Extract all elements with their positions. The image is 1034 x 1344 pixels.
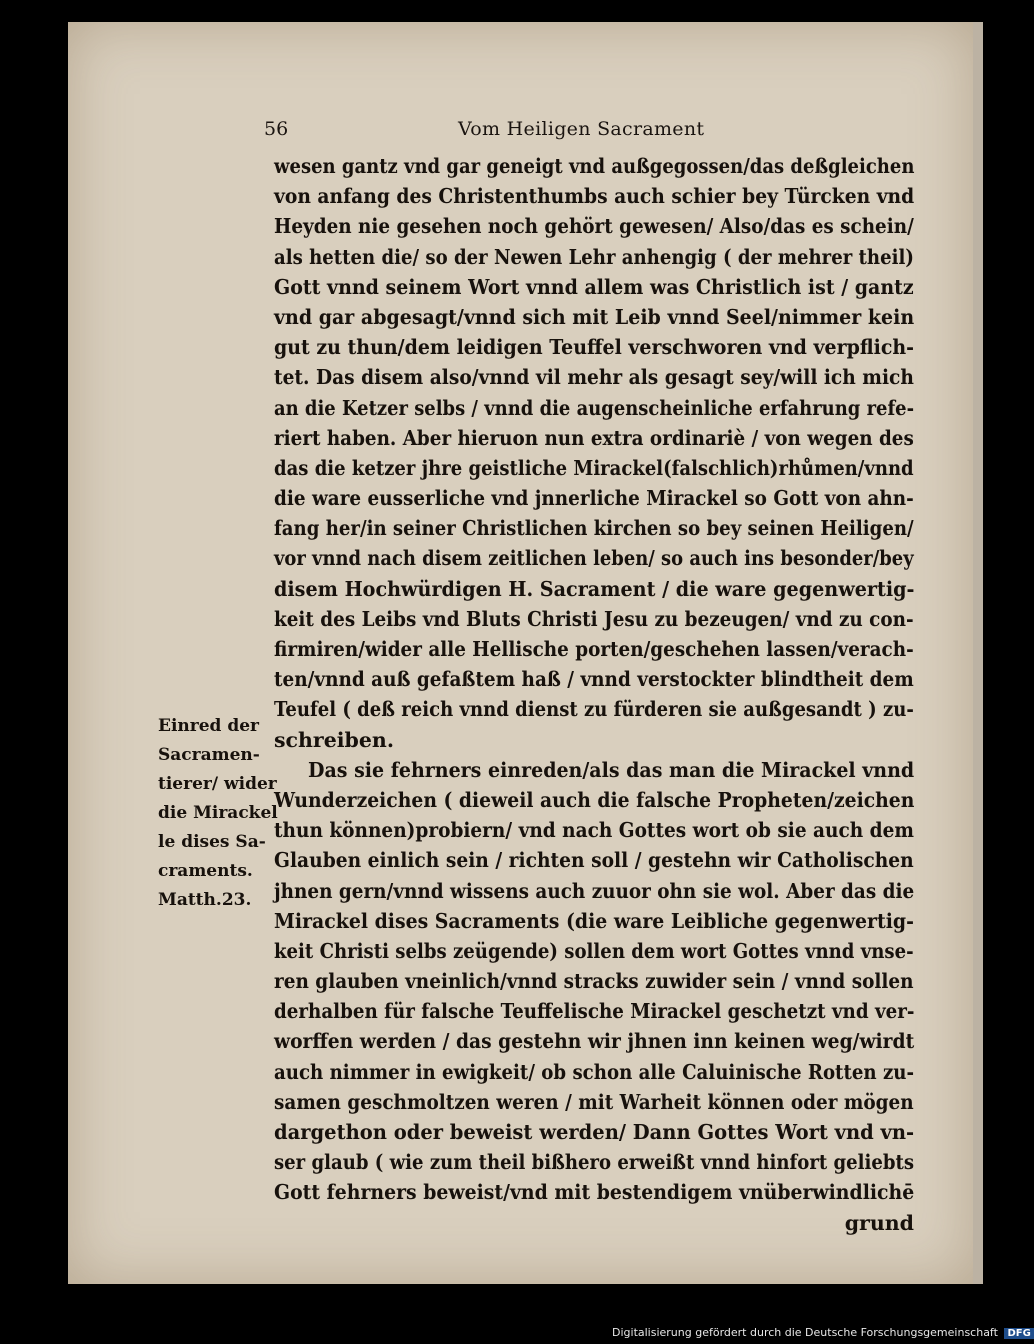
- text-line: Gott fehrners beweist/vnd mit bestendigem vnüberwindlichē: [274, 1180, 915, 1205]
- text-line: keit Christi selbs zeügende) sollen dem wort Gottes vnnd vnse-: [274, 938, 914, 963]
- text-line: grund: [844, 1210, 914, 1235]
- text-line: Gott vnnd seinem Wort vnnd allem was Christlich ist / gantz: [274, 274, 914, 299]
- text-line: vor vnnd nach disem zeitlichen leben/ so auch ins besonder/bey: [274, 546, 914, 571]
- running-title: Vom Heiligen Sacrament: [458, 118, 705, 140]
- page-header: [264, 118, 904, 148]
- text-line: die ware eusserliche vnd jnnerliche Mirackel so Gott von ahn-: [274, 486, 914, 511]
- page-edge: [973, 22, 983, 1284]
- margin-note-line: le dises Sa-: [158, 832, 266, 852]
- text-line: als hetten die/ so der Newen Lehr anhengig ( der mehrer theil): [274, 244, 914, 269]
- text-line: derhalben für falsche Teuffelische Mirackel geschetzt vnd ver-: [274, 999, 915, 1024]
- text-line: tet. Das disem also/vnnd vil mehr als gesagt sey/will ich mich: [274, 365, 914, 390]
- text-line: gut zu thun/dem leidigen Teuffel verschworen vnd verpflich-: [274, 335, 915, 360]
- text-line: thun können)probiern/ vnd nach Gottes wort ob sie auch dem: [274, 818, 914, 843]
- margin-note: [158, 712, 278, 915]
- text-line: disem Hochwürdigen H. Sacrament / die ware gegenwertig-: [274, 576, 915, 601]
- margin-note-line: Matth.23.: [158, 890, 252, 910]
- text-line: samen geschmoltzen weren / mit Warheit können oder mögen: [274, 1089, 914, 1114]
- margin-note-line: tierer/ wider: [158, 774, 277, 794]
- margin-note-line: die Mirackel: [158, 803, 278, 823]
- text-line: Mirackel dises Sacraments (die ware Leibliche gegenwertig-: [274, 908, 914, 933]
- text-line: das die ketzer jhre geistliche Mirackel(falschlich)rhůmen/vnnd: [274, 455, 914, 480]
- text-line: worffen werden / das gestehn wir jhnen inn keinen weg/wirdt: [274, 1029, 915, 1054]
- margin-note-line: Einred der: [158, 716, 260, 736]
- text-line: keit des Leibs vnd Bluts Christi Jesu zu bezeugen/ vnd zu con-: [274, 606, 914, 631]
- text-line: jhnen gern/vnnd wissens auch zuuor ohn sie wol. Aber das die: [274, 878, 915, 903]
- text-line: an die Ketzer selbs / vnnd die augenscheinliche erfahrung refe-: [274, 395, 915, 420]
- text-line: wesen gantz vnd gar geneigt vnd außgegossen/das deßgleichen: [274, 154, 915, 178]
- text-line: Teufel ( deß reich vnnd dienst zu fürderen sie außgesandt ) zu-: [274, 697, 914, 722]
- text-line: fang her/in seiner Christlichen kirchen so bey seinen Heiligen/: [274, 516, 914, 541]
- page-number: 56: [264, 118, 289, 140]
- text-line: Heyden nie gesehen noch gehört gewesen/ Also/das es schein/: [274, 214, 914, 239]
- text-line: ser glaub ( wie zum theil bißhero erweißt vnnd hinfort geliebts: [274, 1150, 915, 1175]
- text-line: ren glauben vneinlich/vnnd stracks zuwider sein / vnnd sollen: [274, 969, 914, 994]
- text-line: Wunderzeichen ( dieweil auch die falsche Propheten/zeichen: [274, 787, 915, 812]
- margin-note-line: Sacramen-: [158, 745, 260, 765]
- footer-credit-text: Digitalisierung gefördert durch die Deutsche Forschungsgemeinschaft: [612, 1326, 998, 1339]
- text-line: Glauben einlich sein / richten soll / gestehn wir Catholischen: [274, 848, 914, 873]
- text-line: auch nimmer in ewigkeit/ ob schon alle Caluinische Rotten zu-: [274, 1059, 915, 1084]
- text-line: von anfang des Christenthumbs auch schier bey Türcken vnd: [274, 184, 915, 209]
- dfg-logo: DFG: [1004, 1328, 1033, 1339]
- text-line: vnd gar abgesagt/vnnd sich mit Leib vnnd Seel/nimmer kein: [274, 304, 915, 329]
- text-line: schreiben.: [274, 727, 394, 752]
- text-line: riert haben. Aber hieruon nun extra ordinariè / von wegen des: [274, 425, 914, 450]
- body-text: [274, 151, 914, 1238]
- text-line: firmiren/wider alle Hellische porten/geschehen lassen/verach-: [274, 637, 914, 661]
- text-line: Das sie fehrners einreden/als das man die Mirackel vnnd: [308, 757, 915, 782]
- footer-credit: [612, 1326, 1031, 1342]
- margin-note-line: craments.: [158, 861, 253, 881]
- text-line: dargethon oder beweist werden/ Dann Gottes Wort vnd vn-: [274, 1120, 915, 1144]
- text-line: ten/vnnd auß gefaßtem haß / vnnd verstockter blindtheit dem: [274, 667, 914, 692]
